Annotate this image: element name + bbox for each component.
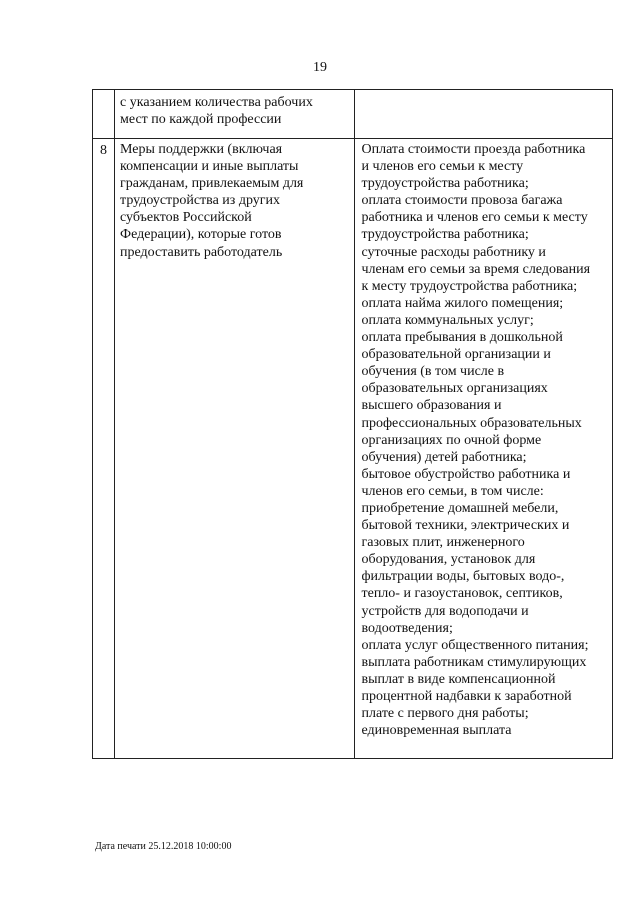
value-line: трудоустройства работника;	[361, 227, 529, 243]
value-line: газовых плит, инженерного	[361, 535, 525, 551]
value-line: Оплата стоимости проезда работника	[361, 142, 586, 157]
value-line: обучения (в том числе в	[361, 364, 505, 380]
value-line: работника и членов его семьи к месту	[361, 210, 588, 226]
value-line: приобретение домашней мебели,	[361, 500, 559, 516]
value-line: и членов его семьи к месту	[361, 159, 524, 175]
value-line: процентной надбавки к заработной	[361, 689, 572, 704]
row-number-cell: 8	[93, 139, 115, 759]
name-line: гражданам, привлекаемым для	[120, 176, 304, 192]
value-line: бытовое обустройство работника и	[361, 466, 571, 482]
value-line: оплата стоимости провоза багажа	[361, 193, 563, 209]
value-line: членам его семьи за время следования	[361, 261, 591, 277]
value-line: образовательных организациях	[361, 381, 548, 397]
value-line: оплата услуг общественного питания;	[361, 637, 589, 653]
name-line: субъектов Российской	[120, 210, 252, 226]
page-number: 19	[313, 60, 327, 75]
value-line: организациях по очной форме	[361, 432, 542, 448]
value-line: оплата пребывания в дошкольной	[361, 330, 563, 346]
row-number-cell	[93, 90, 115, 139]
name-line: Меры поддержки (включая	[120, 142, 283, 157]
value-line: оплата коммунальных услуг;	[361, 312, 534, 328]
row-name-cell	[115, 90, 355, 139]
value-line: единовременная выплата	[361, 723, 512, 739]
value-line: устройств для водоподачи и	[361, 603, 529, 619]
name-line: трудоустройства из других	[120, 193, 281, 209]
value-line: оборудования, установок для	[361, 552, 536, 568]
value-line: фильтрации воды, бытовых водо-,	[361, 569, 565, 585]
support-measures-table	[92, 89, 613, 759]
table-row-8	[93, 139, 613, 759]
value-line: образовательной организации и	[361, 347, 551, 363]
name-line: предоставить работодатель	[120, 244, 283, 260]
value-line: бытовой техники, электрических и	[361, 518, 570, 534]
value-line: выплата работникам стимулирующих	[361, 654, 587, 670]
value-line: водоотведения;	[361, 620, 453, 636]
row-value-cell	[355, 90, 613, 139]
value-line: профессиональных образовательных	[361, 415, 582, 431]
row-name-cell	[115, 139, 355, 759]
value-line: плате с первого дня работы;	[361, 706, 529, 722]
table-row-continuation	[93, 90, 613, 139]
name-line: мест по каждой профессии	[120, 112, 282, 128]
row-value-cell	[355, 139, 613, 759]
name-line: компенсации и иные выплаты	[120, 159, 299, 175]
value-line: тепло- и газоустановок, септиков,	[361, 586, 563, 602]
value-line: к месту трудоустройства работника;	[361, 278, 578, 294]
value-line: обучения) детей работника;	[361, 449, 527, 465]
value-line: выплат в виде компенсационной	[361, 671, 556, 687]
value-line: суточные расходы работнику и	[361, 244, 546, 260]
name-line: с указанием количества рабочих	[120, 95, 313, 110]
print-date-footer: Дата печати 25.12.2018 10:00:00	[95, 841, 232, 852]
name-line: Федерации), которые готов	[120, 227, 282, 243]
value-line: оплата найма жилого помещения;	[361, 295, 564, 311]
value-line: высшего образования и	[361, 398, 502, 414]
value-line: трудоустройства работника;	[361, 176, 529, 192]
value-line: членов его семьи, в том числе:	[361, 483, 544, 499]
